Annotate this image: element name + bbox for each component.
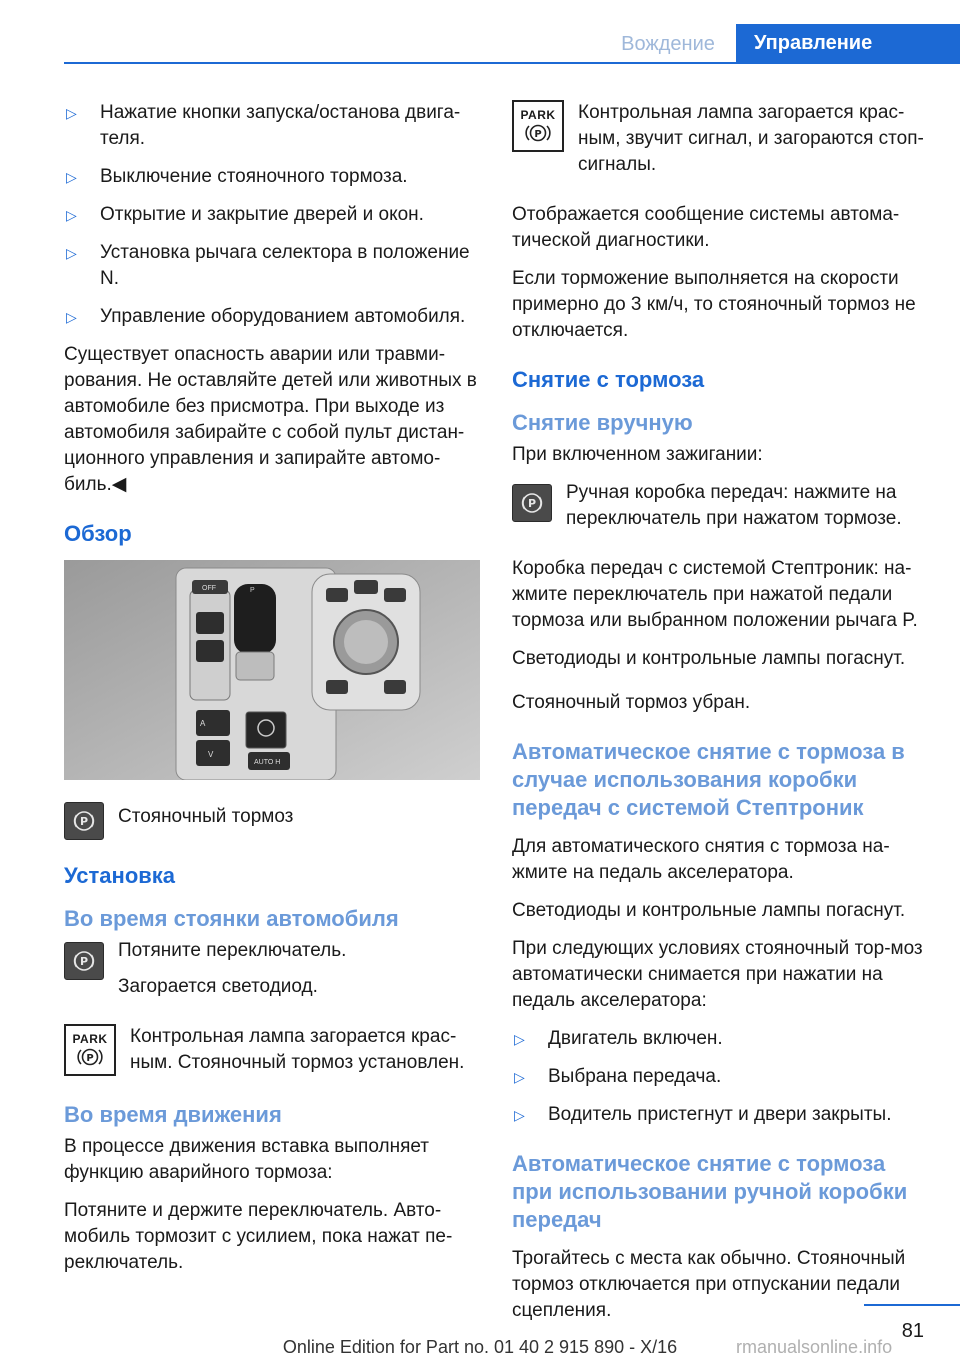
- svg-text:P: P: [527, 497, 537, 510]
- park-label: PARK: [72, 1031, 108, 1046]
- overview-heading: Обзор: [64, 521, 132, 546]
- parked-text-2: Загорается светодиод.: [118, 976, 318, 997]
- svg-text:P: P: [86, 1052, 94, 1064]
- park-warning-icon: [64, 1024, 116, 1076]
- leds-off-text: Светодиоды и контрольные лампы погаснут.: [512, 648, 906, 669]
- list-item: ▷ Управление оборудованием автомобиля.: [64, 304, 480, 330]
- photo-label: P: [250, 587, 255, 594]
- auto-release-heading: Автоматическое снятие с тормоза в случае использования коробки передач с системой Стептроник: [512, 739, 905, 820]
- tab-controls[interactable]: Управление: [736, 24, 960, 62]
- manual-text: При включенном зажигании:: [512, 444, 763, 465]
- parked-heading: Во время стоянки автомобиля: [64, 906, 399, 931]
- park-label: PARK: [520, 107, 556, 122]
- center-console-photo: [64, 560, 480, 780]
- right-column: [512, 100, 928, 1336]
- release-heading: Снятие с тормоза: [512, 367, 705, 392]
- photo-label: OFF: [202, 585, 216, 592]
- triangle-bullet-icon: ▷: [514, 1031, 525, 1047]
- svg-text:P: P: [79, 955, 89, 968]
- park-indicator-note: [64, 1024, 480, 1086]
- park-indicator-note: [512, 100, 928, 188]
- list-item: ▷ Открытие и закрытие дверей и окон.: [64, 202, 480, 228]
- list-item: ▷ Выключение стояночного тормоза.: [64, 164, 480, 190]
- edition-footer: Online Edition for Part no. 01 40 2 915 890 - X/16: [282, 1337, 678, 1357]
- svg-text:P: P: [534, 128, 542, 140]
- footer-rule: [864, 1304, 960, 1306]
- driving-text-1: В процессе движения вставка выполняет функцию аварийного тормоза:: [64, 1136, 429, 1183]
- list-item: ▷ Нажатие кнопки запуска/останова двига-теля.: [64, 100, 480, 152]
- photo-label: V: [208, 750, 214, 759]
- park-warning-icon: [512, 100, 564, 152]
- photo-label: AUTO H: [254, 759, 281, 766]
- triangle-bullet-icon: ▷: [66, 207, 77, 223]
- speed-text: Если торможение выполняется на скорости примерно до 3 км/ч, то стояночный тормоз не отключается.: [512, 268, 916, 341]
- leds-off-text: Светодиоды и контрольные лампы погаснут.: [512, 900, 906, 921]
- auto-release-manual-heading: Автоматическое снятие с тормоза при использовании ручной коробки передач: [512, 1151, 908, 1232]
- triangle-bullet-icon: ▷: [66, 245, 77, 261]
- park-text: Контрольная лампа загорается крас-ным. Стояночный тормоз установлен.: [130, 1026, 465, 1073]
- list-item: ▷ Выбрана передача.: [512, 1064, 928, 1090]
- parked-instructions: [64, 938, 480, 1010]
- header-bar: [0, 0, 960, 62]
- triangle-bullet-icon: ▷: [514, 1069, 525, 1085]
- driving-text-2: Потяните и держите переключатель. Авто-мобиль тормозит с усилием, пока нажат пе-реключатель.: [64, 1200, 453, 1273]
- list-item: ▷ Установка рычага селектора в положение N.: [64, 240, 480, 292]
- parked-text-1: Потяните переключатель.: [118, 940, 347, 961]
- install-heading: Установка: [64, 863, 176, 888]
- auto-text-3: Трогайтесь с места как обычно. Стояночный тормоз отключается при отпускании педали сцепления.: [512, 1248, 906, 1321]
- parking-brake-caption: [64, 798, 480, 840]
- warning-text: Существует опасность аварии или травми-рования. Не оставляйте детей или животных в автомобиле без присмотра. При выходе из автомобиля забирайте с собой пульт дистан-ционного управления и запирайте автомо-биль.◀: [64, 344, 477, 495]
- list-item: ▷ Двигатель включен.: [512, 1026, 928, 1052]
- photo-label: A: [200, 719, 206, 728]
- parking-brake-icon: [512, 484, 552, 522]
- triangle-bullet-icon: ▷: [514, 1107, 525, 1123]
- released-text: Стояночный тормоз убран.: [512, 692, 751, 713]
- page-number: 81: [901, 1320, 924, 1342]
- manual-instructions: [512, 480, 928, 542]
- left-column: [64, 100, 480, 1288]
- park-text: Контрольная лампа загорается крас-ным, звучит сигнал, и загораются стоп-сигналы.: [578, 102, 924, 175]
- caption-text: Стояночный тормоз: [118, 806, 294, 827]
- watermark: rmanualsonline.info: [736, 1337, 893, 1357]
- tab-driving[interactable]: Вождение: [621, 33, 715, 55]
- manual-heading: Снятие вручную: [512, 410, 693, 435]
- triangle-bullet-icon: ▷: [66, 105, 77, 121]
- triangle-bullet-icon: ▷: [66, 169, 77, 185]
- auto-text-2: При следующих условиях стояночный тор-моз автоматически снимается при нажатии на педаль акселератора:: [512, 938, 923, 1011]
- svg-text:P: P: [79, 815, 89, 828]
- driving-heading: Во время движения: [64, 1102, 282, 1127]
- list-item: ▷ Водитель пристегнут и двери закрыты.: [512, 1102, 928, 1128]
- manual-icon-text: Ручная коробка передач: нажмите на переключатель при нажатом тормозе.: [566, 482, 902, 529]
- parking-brake-icon: [64, 942, 104, 980]
- parking-brake-icon: [64, 802, 104, 840]
- diagnostic-text: Отображается сообщение системы автома-тической диагностики.: [512, 204, 900, 251]
- steptronic-text: Коробка передач с системой Стептроник: на-жмите переключатель при нажатой педали тормоза или выбранном положении рычага P.: [512, 558, 918, 631]
- header-rule: [64, 62, 960, 64]
- auto-text-1: Для автоматического снятия с тормоза на-жмите на педаль акселератора.: [512, 836, 890, 883]
- triangle-bullet-icon: ▷: [66, 309, 77, 325]
